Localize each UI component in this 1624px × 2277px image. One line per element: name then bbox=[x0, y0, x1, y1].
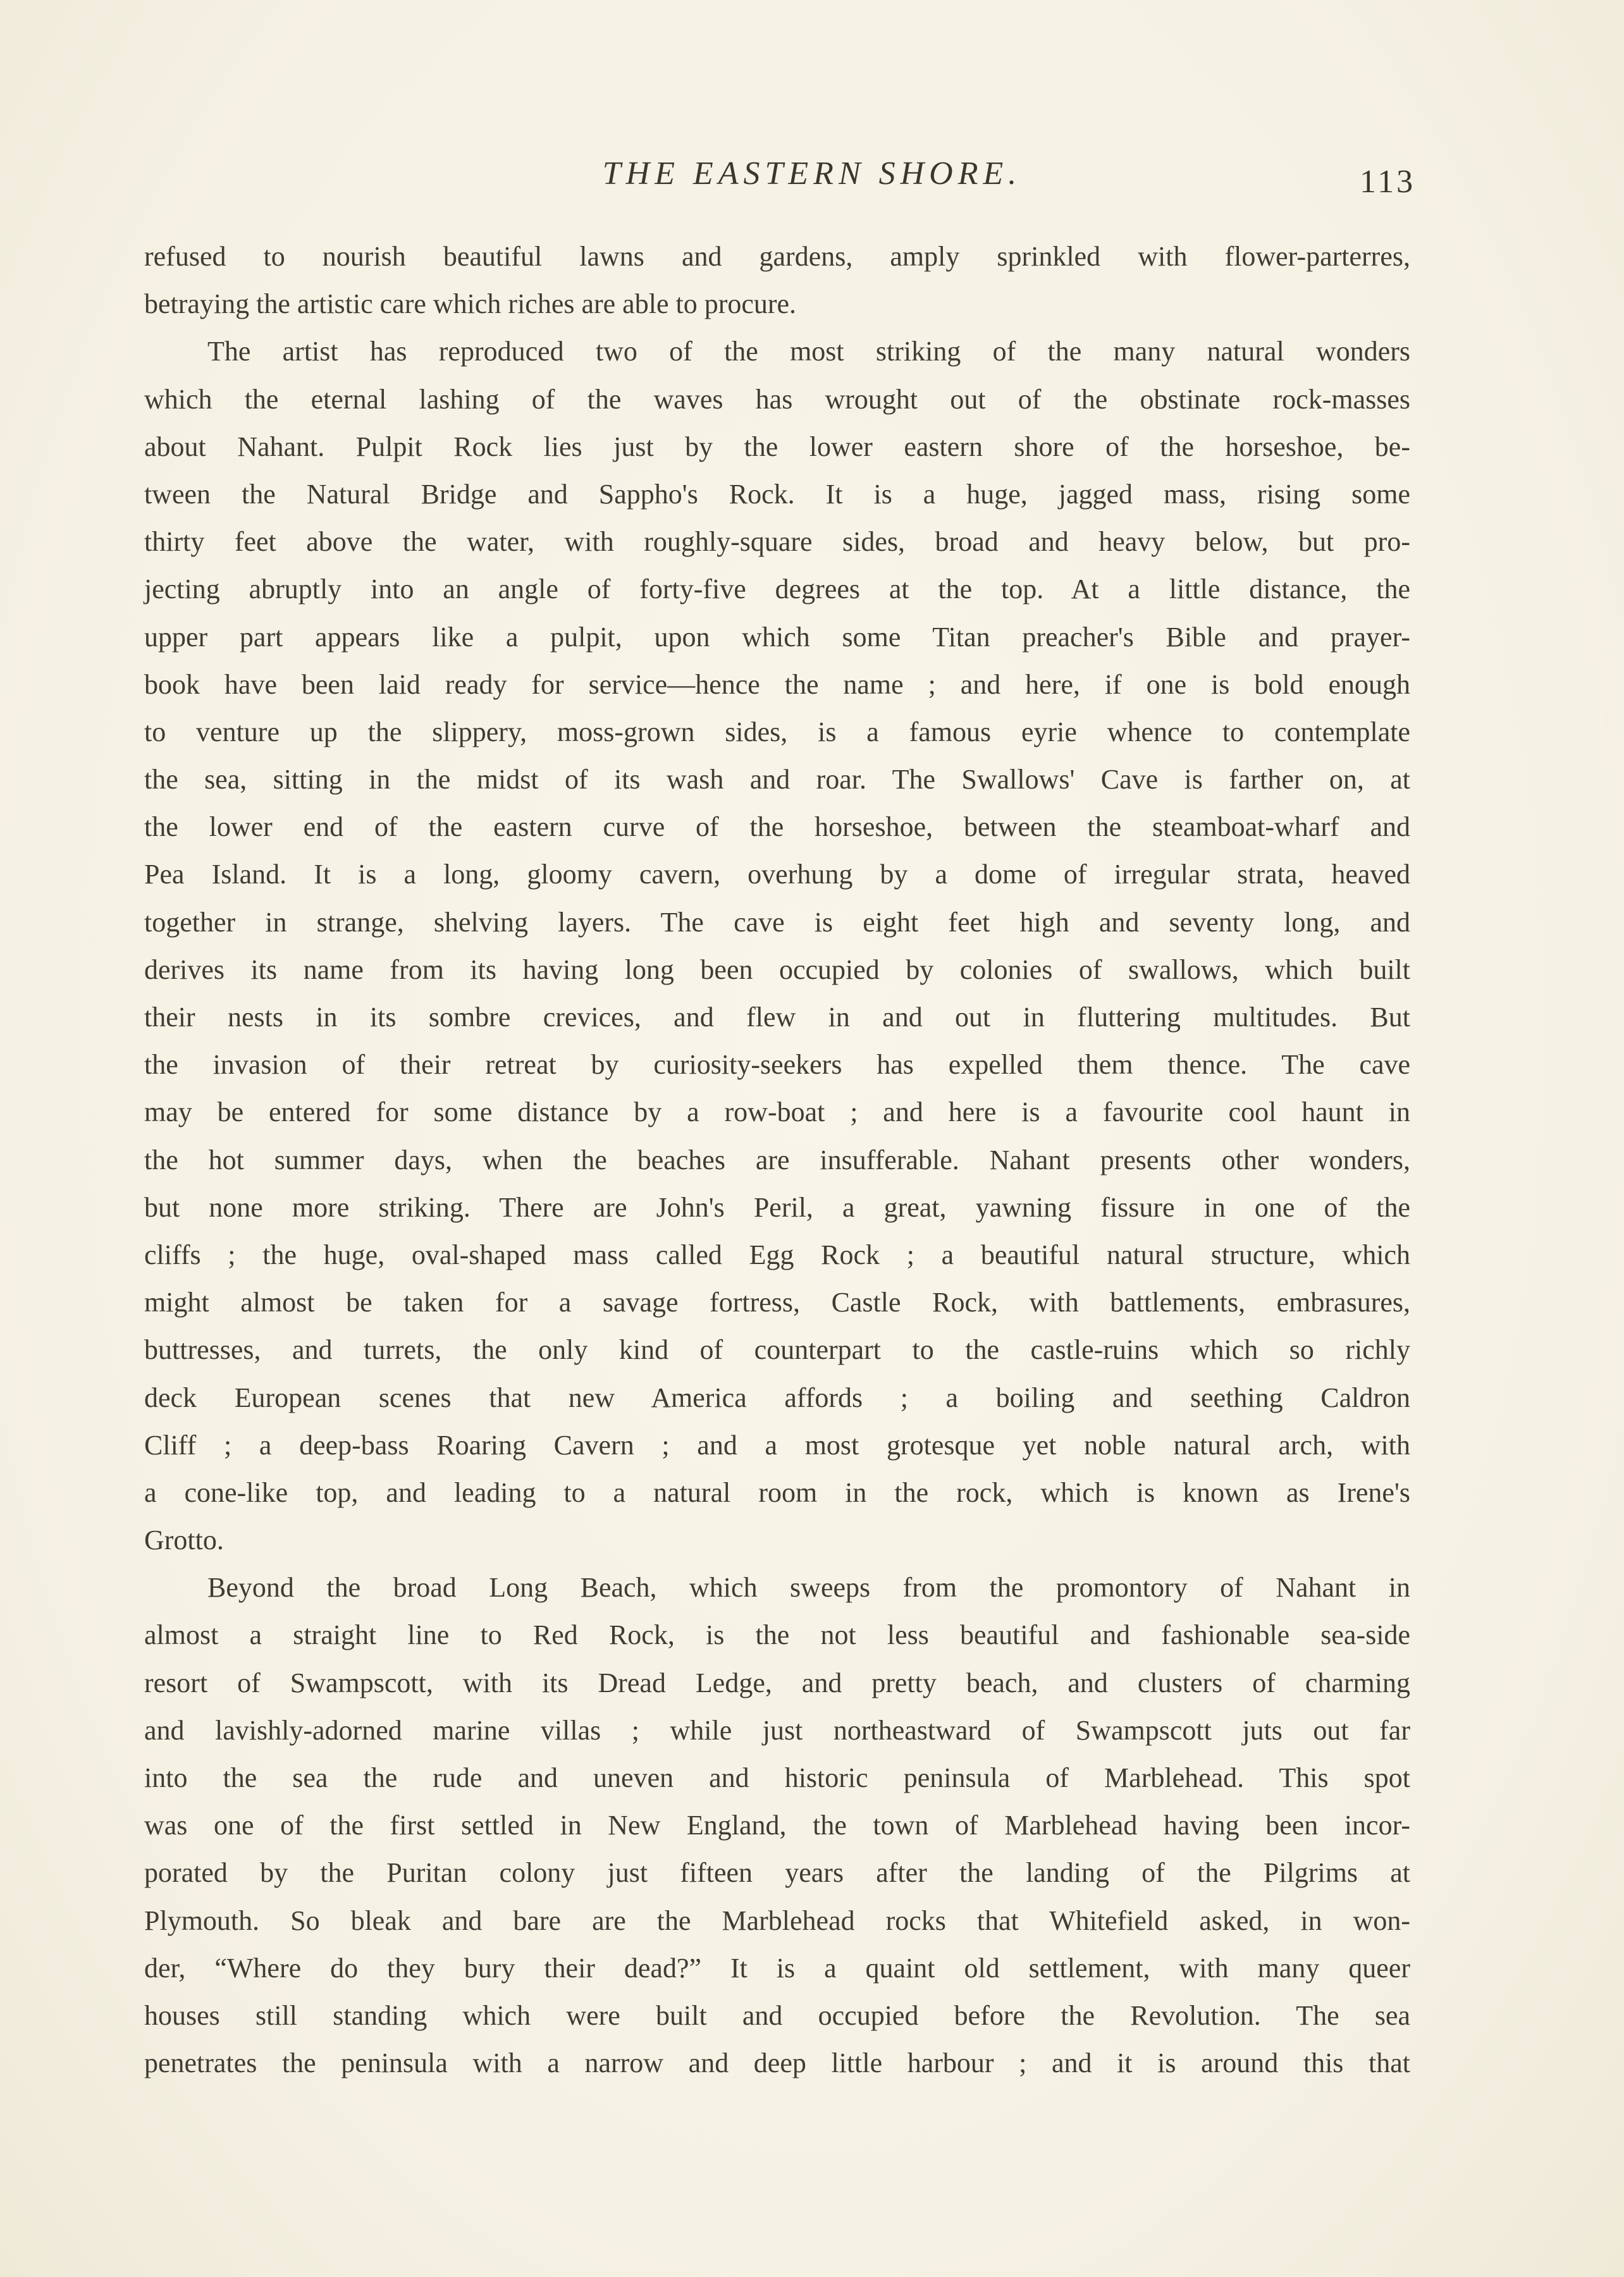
text-line: Grotto. bbox=[144, 1525, 224, 1556]
text-line: Cliff ; a deep-bass Roaring Cavern ; and a most grotesque yet noble natural arch, with bbox=[144, 1429, 1410, 1461]
page-number: 113 bbox=[1360, 164, 1416, 200]
text-line: into the sea the rude and uneven and historic peninsula of Marblehead. This spot bbox=[144, 1762, 1410, 1793]
text-line: was one of the first settled in New England, the town of Marblehead having been incor- bbox=[144, 1810, 1410, 1841]
text-line: cliffs ; the huge, oval-shaped mass called Egg Rock ; a beautiful natural structure, which bbox=[144, 1239, 1410, 1270]
text-line: betraying the artistic care which riches are able to procure. bbox=[144, 288, 797, 320]
text-line: porated by the Puritan colony just fifteen years after the landing of the Pilgrims at bbox=[144, 1857, 1410, 1889]
text-line: der, “Where do they bury their dead?” It is a quaint old settlement, with many queer bbox=[144, 1952, 1410, 1984]
text-line: the sea, sitting in the midst of its wash and roar. The Swallows' Cave is farther on, at bbox=[144, 764, 1410, 795]
text-line: tween the Natural Bridge and Sappho's Rock. It is a huge, jagged mass, rising some bbox=[144, 478, 1410, 510]
text-line: resort of Swampscott, with its Dread Ledge, and pretty beach, and clusters of charming bbox=[144, 1667, 1410, 1698]
text-line: and lavishly-adorned marine villas ; while just northeastward of Swampscott juts out far bbox=[144, 1714, 1410, 1746]
running-title: THE EASTERN SHORE. bbox=[602, 156, 1022, 192]
text-line: Beyond the broad Long Beach, which sweeps from the promontory of Nahant in bbox=[207, 1572, 1410, 1604]
text-line: might almost be taken for a savage fortress, Castle Rock, with battlements, embrasures, bbox=[144, 1287, 1410, 1318]
text-line: the invasion of their retreat by curiosity-seekers has expelled them thence. The cave bbox=[144, 1049, 1410, 1081]
text-line: almost a straight line to Red Rock, is the not less beautiful and fashionable sea-side bbox=[144, 1619, 1410, 1651]
text-line: about Nahant. Pulpit Rock lies just by the lower eastern shore of the horseshoe, be- bbox=[144, 431, 1410, 462]
text-line: may be entered for some distance by a row-boat ; and here is a favourite cool haunt in bbox=[144, 1096, 1410, 1128]
text-line: a cone-like top, and leading to a natural room in the rock, which is known as Irene's bbox=[144, 1476, 1410, 1508]
text-line: their nests in its sombre crevices, and flew in and out in fluttering multitudes. But bbox=[144, 1002, 1410, 1033]
text-line: but none more striking. There are John's Peril, a great, yawning fissure in one of the bbox=[144, 1191, 1410, 1223]
body-text bbox=[144, 233, 1410, 2087]
text-line: jecting abruptly into an angle of forty-five degrees at the top. At a little distance, the bbox=[144, 574, 1410, 605]
text-line: to venture up the slippery, moss-grown sides, is a famous eyrie whence to contemplate bbox=[144, 716, 1410, 747]
text-line: houses still standing which were built and occupied before the Revolution. The sea bbox=[144, 1999, 1410, 2031]
text-line: the lower end of the eastern curve of the horseshoe, between the steamboat-wharf and bbox=[144, 811, 1410, 843]
text-line: refused to nourish beautiful lawns and gardens, amply sprinkled with flower-parterres, bbox=[144, 241, 1410, 272]
text-line: buttresses, and turrets, the only kind of counterpart to the castle-ruins which so richly bbox=[144, 1334, 1410, 1366]
text-line: penetrates the peninsula with a narrow and deep little harbour ; and it is around this that bbox=[144, 2047, 1410, 2079]
text-line: Pea Island. It is a long, gloomy cavern, overhung by a dome of irregular strata, heaved bbox=[144, 859, 1410, 890]
text-line: the hot summer days, when the beaches are insufferable. Nahant presents other wonders, bbox=[144, 1144, 1410, 1175]
text-line: deck European scenes that new America affords ; a boiling and seething Caldron bbox=[144, 1382, 1410, 1413]
text-line: derives its name from its having long been occupied by colonies of swallows, which built bbox=[144, 954, 1410, 985]
text-line: Plymouth. So bleak and bare are the Marblehead rocks that Whitefield asked, in won- bbox=[144, 1905, 1410, 1936]
text-line: The artist has reproduced two of the most striking of the many natural wonders bbox=[207, 336, 1410, 367]
text-line: thirty feet above the water, with roughly-square sides, broad and heavy below, but pro- bbox=[144, 526, 1410, 558]
text-line: book have been laid ready for service—hence the name ; and here, if one is bold enough bbox=[144, 668, 1410, 700]
text-line: together in strange, shelving layers. The cave is eight feet high and seventy long, and bbox=[144, 906, 1410, 938]
text-line: upper part appears like a pulpit, upon which some Titan preacher's Bible and prayer- bbox=[144, 621, 1410, 653]
text-line: which the eternal lashing of the waves has wrought out of the obstinate rock-masses bbox=[144, 383, 1410, 415]
